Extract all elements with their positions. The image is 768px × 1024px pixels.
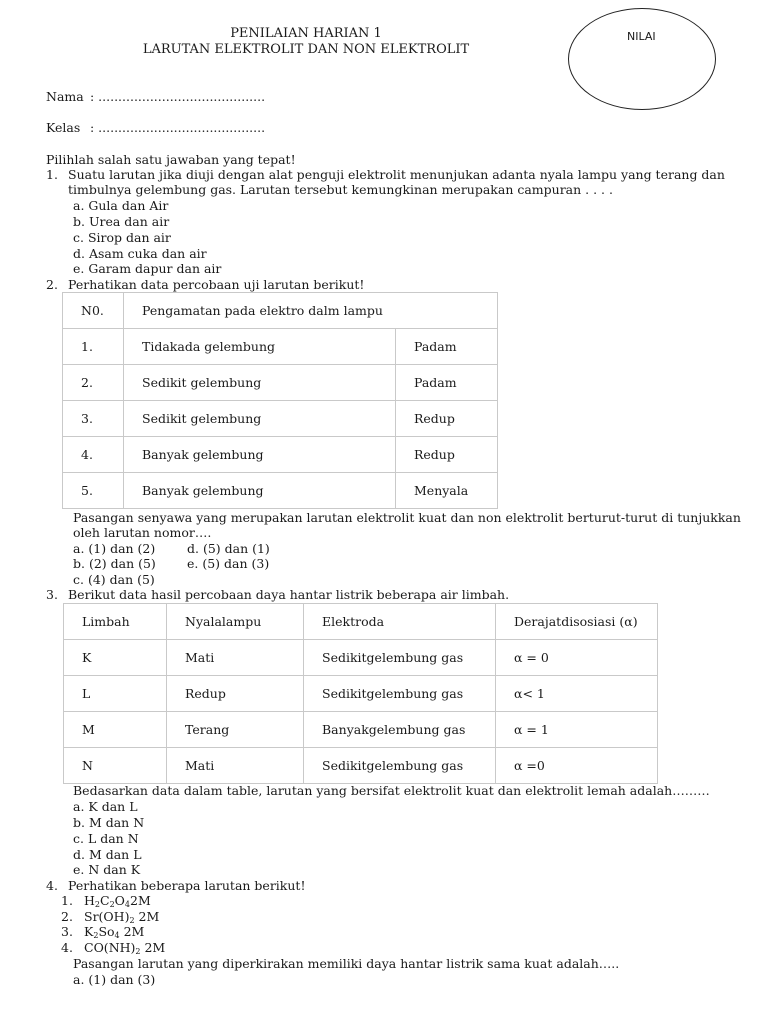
q4-item-formula: $CO(NH)_2$ 2M [84, 940, 166, 956]
table-cell-lampu: Redup [396, 401, 498, 437]
table-cell: Banyakgelembung gas [304, 712, 496, 748]
table-cell: α = 0 [496, 640, 658, 676]
q4-item-number: 4. [61, 940, 73, 955]
q3-number: 3. [46, 587, 58, 602]
table-cell: α = 1 [496, 712, 658, 748]
q2-option-e: e. (5) dan (3) [187, 556, 270, 571]
table-cell-lampu: Redup [396, 437, 498, 473]
table-header-elektroda: Elektroda [304, 604, 496, 640]
table-cell-no: 1. [63, 329, 124, 365]
table-header-limbah: Limbah [64, 604, 167, 640]
q4-item-number: 1. [61, 893, 73, 908]
q1-option-b: b. Urea dan air [73, 214, 170, 229]
page-subtitle: LARUTAN ELEKTROLIT DAN NON ELEKTROLIT [142, 42, 470, 57]
table-cell-no: 5. [63, 473, 124, 509]
q2-option-d: d. (5) dan (1) [187, 541, 270, 556]
q4-item-formula: $H_2C_2O_42M$ [84, 893, 151, 909]
q3-question: Bedasarkan data dalam table, larutan yang bersifat elektrolit kuat dan elektrolit lemah adalah……… [73, 783, 710, 798]
q1-option-d: d. Asam cuka dan air [73, 246, 207, 261]
table-cell-elektroda: Sedikit gelembung [124, 401, 396, 437]
table-cell: Mati [167, 748, 304, 784]
class-label: Kelas [46, 120, 81, 135]
q4-text: Perhatikan beberapa larutan berikut! [68, 878, 306, 893]
q4-item-number: 2. [61, 909, 73, 924]
table-cell-elektroda: Banyak gelembung [124, 473, 396, 509]
table-row [64, 640, 658, 676]
table-row [64, 676, 658, 712]
table-cell-elektroda: Tidakada gelembung [124, 329, 396, 365]
q3-table [63, 603, 658, 784]
table-cell: L [64, 676, 167, 712]
table-row [64, 712, 658, 748]
page-title: PENILAIAN HARIAN 1 [230, 26, 382, 41]
q2-option-c: c. (4) dan (5) [73, 572, 155, 587]
q1-text-line1: Suatu larutan jika diuji dengan alat penguji elektrolit menunjukan adanta nyala lampu yang terang dan [68, 167, 725, 182]
q4-question: Pasangan larutan yang diperkirakan memiliki daya hantar listrik sama kuat adalah….. [73, 956, 620, 971]
table-cell: Terang [167, 712, 304, 748]
q4-number: 4. [46, 878, 58, 893]
q2-table [62, 292, 498, 509]
table-cell: N [64, 748, 167, 784]
table-row [64, 748, 658, 784]
table-header-no: N0. [63, 293, 124, 329]
table-cell-elektroda: Sedikit gelembung [124, 365, 396, 401]
table-cell-elektroda: Banyak gelembung [124, 437, 396, 473]
q3-option-e: e. N dan K [73, 862, 141, 877]
q4-item-number: 3. [61, 924, 73, 939]
table-cell-no: 4. [63, 437, 124, 473]
score-oval [568, 8, 716, 110]
table-header-row [64, 604, 658, 640]
table-row [63, 473, 498, 509]
instruction: Pilihlah salah satu jawaban yang tepat! [46, 152, 296, 167]
table-cell-no: 2. [63, 365, 124, 401]
table-cell-lampu: Menyala [396, 473, 498, 509]
q3-text: Berikut data hasil percobaan daya hantar listrik beberapa air limbah. [68, 587, 510, 602]
q1-option-e: e. Garam dapur dan air [73, 261, 222, 276]
table-cell-lampu: Padam [396, 329, 498, 365]
table-cell: Redup [167, 676, 304, 712]
q1-number: 1. [46, 167, 58, 182]
q3-option-c: c. L dan N [73, 831, 139, 846]
name-field[interactable]: : .......................................... [90, 89, 266, 104]
table-cell: Sedikitgelembung gas [304, 676, 496, 712]
table-cell: α =0 [496, 748, 658, 784]
q3-option-a: a. K dan L [73, 799, 138, 814]
q4-item-formula: $K_2So_4$ 2M [84, 924, 145, 940]
table-cell: Sedikitgelembung gas [304, 748, 496, 784]
table-cell-no: 3. [63, 401, 124, 437]
table-cell: K [64, 640, 167, 676]
score-label: NILAI [627, 30, 656, 43]
table-cell: Sedikitgelembung gas [304, 640, 496, 676]
table-row [63, 365, 498, 401]
q3-option-d: d. M dan L [73, 847, 142, 862]
q2-option-a: a. (1) dan (2) [73, 541, 156, 556]
q2-text: Perhatikan data percobaan uji larutan berikut! [68, 277, 365, 292]
q2-question-line1: Pasangan senyawa yang merupakan larutan elektrolit kuat dan non elektrolit berturut-turut di tunjukkan [73, 510, 741, 525]
q1-option-c: c. Sirop dan air [73, 230, 171, 245]
name-label: Nama [46, 89, 84, 104]
table-row [63, 329, 498, 365]
table-header-derajat-disosiasi: Derajatdisosiasi (α) [496, 604, 658, 640]
q3-option-b: b. M dan N [73, 815, 145, 830]
q2-question-line2: oleh larutan nomor…. [73, 525, 212, 540]
table-row [63, 401, 498, 437]
q1-text-line2: timbulnya gelembung gas. Larutan tersebut kemungkinan merupakan campuran . . . . [68, 182, 613, 197]
table-header-nyala-lampu: Nyalalampu [167, 604, 304, 640]
table-header-observation: Pengamatan pada elektro dalm lampu [124, 293, 498, 329]
q1-option-a: a. Gula dan Air [73, 198, 169, 213]
class-field[interactable]: : .......................................... [90, 120, 266, 135]
q2-option-b: b. (2) dan (5) [73, 556, 156, 571]
table-cell-lampu: Padam [396, 365, 498, 401]
table-header-row [63, 293, 498, 329]
q4-item-formula: $Sr(OH)_2$ 2M [84, 909, 160, 925]
q2-number: 2. [46, 277, 58, 292]
table-cell: Mati [167, 640, 304, 676]
table-cell: M [64, 712, 167, 748]
table-row [63, 437, 498, 473]
table-cell: α< 1 [496, 676, 658, 712]
q4-option-a: a. (1) dan (3) [73, 972, 156, 987]
